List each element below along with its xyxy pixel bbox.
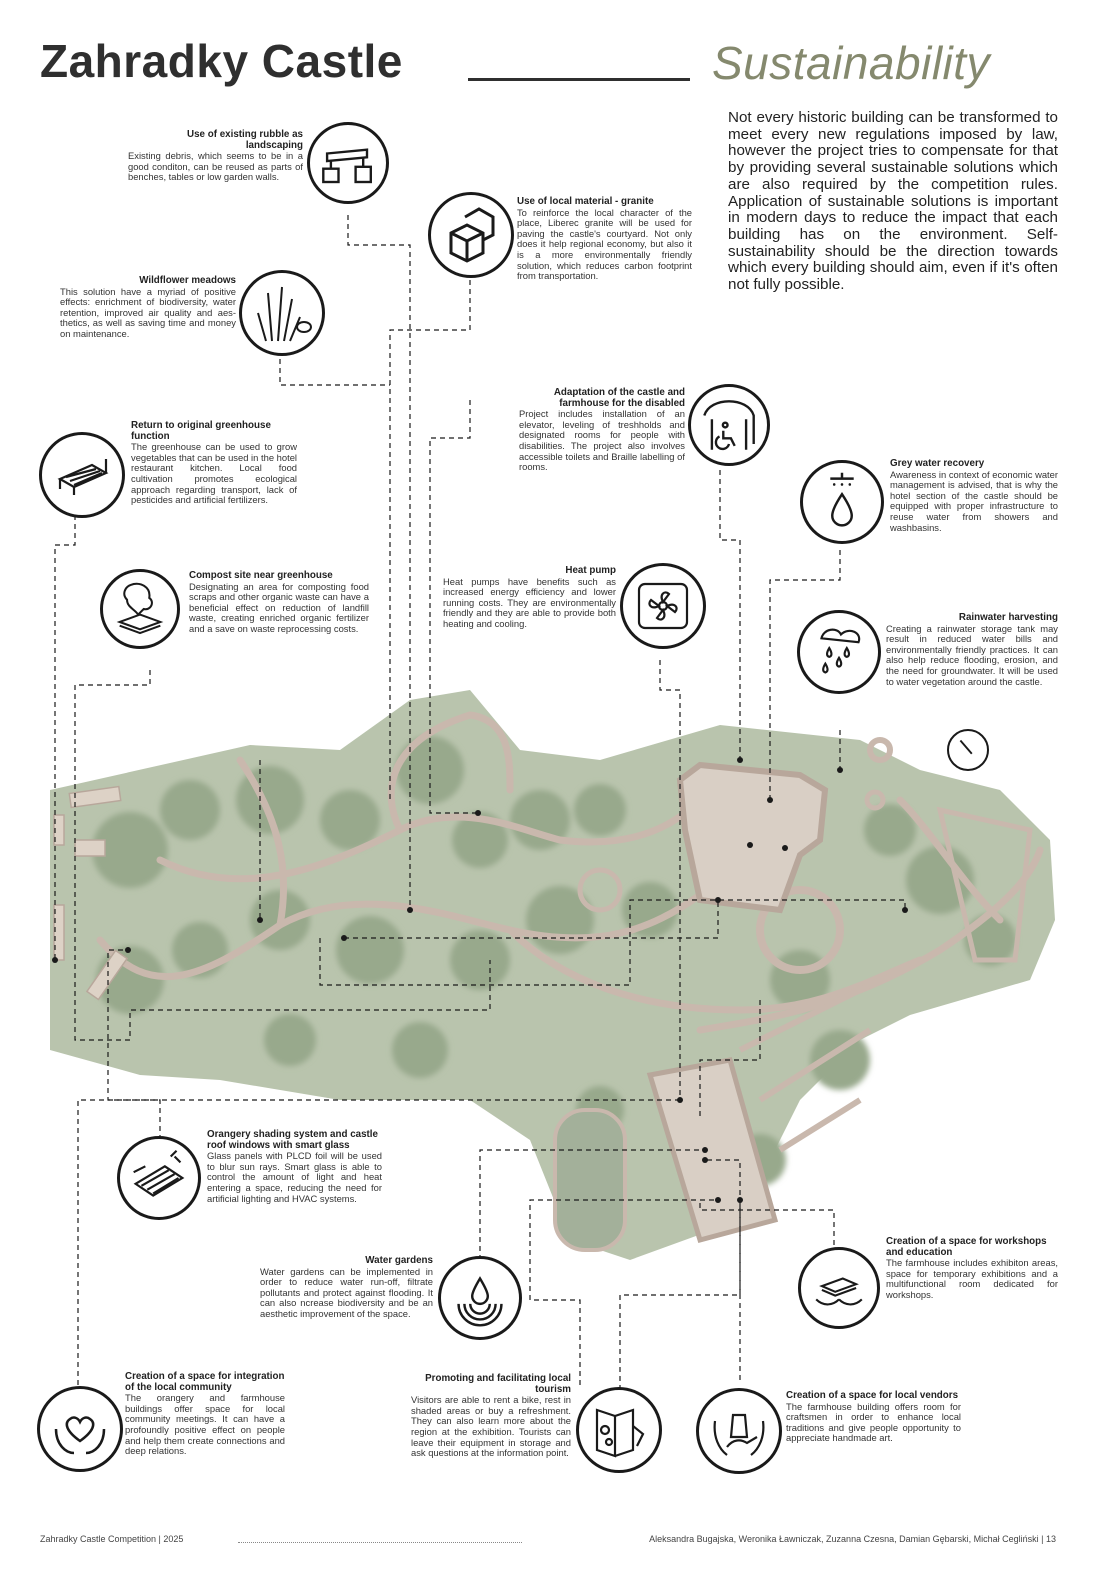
feature-title: Creation of a space for integration of the local community bbox=[125, 1371, 285, 1393]
feature-rubble bbox=[128, 130, 303, 183]
feature-tourism bbox=[411, 1374, 571, 1459]
book-hands-icon bbox=[798, 1247, 880, 1329]
bench-icon bbox=[307, 122, 389, 204]
feature-text: Heat pumps have benefits such as increased energy efficiency and lower running costs. They are environmentally friendly and they are able to provide both heating and cooling. bbox=[443, 575, 616, 629]
footer-right: Aleksandra Bugajska, Weronika Ławniczak, Zuzanna Czesna, Damian Gębarski, Michał Cegliński | 13 bbox=[649, 1534, 1056, 1544]
feature-text: To reinforce the local character of the place, Liberec granite will be used for paving the castle's courtyard. Not only does it help regional economy, but also it is a more environmentally friendly solution, which reduces carbon footprint from transportation. bbox=[517, 206, 692, 282]
feature-greywater bbox=[890, 459, 1058, 533]
north-arrow-icon bbox=[947, 729, 989, 771]
footer-left: Zahradky Castle Competition | 2025 bbox=[40, 1534, 184, 1544]
page-subtitle: Sustainability bbox=[712, 37, 991, 89]
feature-title: Return to original greenhouse function bbox=[131, 420, 271, 442]
feature-text: The farmhouse includes exhibiton areas, space for temporary exhibitions and a multifunctional room dedicated for workshops. bbox=[886, 1257, 1058, 1300]
feature-text: Visitors are able to rent a bike, rest in shaded areas or buy a refreshment. They can also learn more about the region at the exhibition. Tourists can leave their equipment in storage and ask questions at the information point. bbox=[411, 1394, 571, 1459]
feature-title: Promoting and facilitating local tourism bbox=[425, 1373, 571, 1395]
greenhouse-icon bbox=[39, 432, 125, 518]
granite-blocks-icon bbox=[428, 192, 514, 278]
feature-title: Use of existing rubble as landscaping bbox=[187, 129, 303, 151]
feature-title: Grey water recovery bbox=[890, 458, 985, 469]
footer-divider bbox=[238, 1542, 522, 1543]
feature-title: Water gardens bbox=[365, 1255, 433, 1266]
smart-glass-icon bbox=[117, 1136, 201, 1220]
compost-leaf-icon bbox=[100, 569, 180, 649]
feature-text: This solution have a myriad of positive effects: enrichment of biodiversity, water retention, improved air quality and aes-thetics, as well as saving time and money on maintenance. bbox=[60, 285, 236, 339]
feature-text: Water gardens can be implemented in order to reduce water run-off, filtrate pollutants and protect against flooding. It can also ncrease biodiversity and be an aesthetic improvement of the space. bbox=[260, 1265, 433, 1319]
vendor-hands-icon bbox=[696, 1388, 782, 1474]
feature-title: Creation of a space for local vendors bbox=[786, 1390, 959, 1401]
intro-paragraph: Not every historic building can be transformed to meet every new regulations imposed by law, however the project tries to compensate for that by providing several sustainable solutions which are also required by the competition rules. Application of sustainable solutions is important in modern days to reduce the impact that each building has on the environment. Self-sustainability should be the direction towards which every building should aim, even if it's often not fully possible. bbox=[728, 109, 1058, 294]
water-drop-waves-icon bbox=[438, 1256, 522, 1340]
feature-title: Wildflower meadows bbox=[139, 275, 236, 286]
feature-text: Glass panels with PLCD foil will be used to blur sun rays. Smart glass is able to control the amount of light and heat entering a space, reducing the need for artificial lighting and HVAC systems. bbox=[207, 1150, 382, 1204]
feature-workshops bbox=[886, 1237, 1058, 1301]
pond bbox=[555, 1110, 625, 1250]
feature-text: The orangery and farmhouse buildings offer space for local community meetings. It can have a profoundly positive effect on people and help them create connections and deep relations. bbox=[125, 1392, 285, 1457]
bike-map-icon bbox=[576, 1387, 662, 1473]
feature-title: Heat pump bbox=[565, 565, 616, 576]
title-divider bbox=[468, 78, 690, 81]
rain-cloud-icon bbox=[797, 610, 881, 694]
page-title: Zahradky Castle bbox=[40, 35, 403, 87]
shower-drop-icon bbox=[800, 460, 884, 544]
feature-watergardens bbox=[260, 1256, 433, 1320]
feature-title: Use of local material - granite bbox=[517, 196, 654, 207]
feature-disabled bbox=[519, 388, 685, 473]
feature-rainwater bbox=[886, 613, 1058, 687]
feature-vendors bbox=[786, 1391, 961, 1444]
heart-hands-icon bbox=[37, 1386, 123, 1472]
feature-orangery bbox=[207, 1130, 382, 1204]
feature-greenhouse bbox=[131, 421, 297, 506]
feature-text: The greenhouse can be used to grow vegetables that can be used in the hotel restaurant kitchen. Local food cultivation promotes ecological approach regarding transport, lack of pesticides and artificial fertilizers. bbox=[131, 441, 297, 506]
feature-title: Rainwater harvesting bbox=[958, 612, 1058, 623]
feature-title: Orangery shading system and castle roof windows with smart glass bbox=[207, 1129, 378, 1151]
feature-title: Creation of a space for workshops and education bbox=[886, 1236, 1047, 1258]
feature-community bbox=[125, 1372, 285, 1457]
feature-text: Creating a rainwater storage tank may result in reduced water bills and environmentally friendly practices. It can also help reduce flooding, erosion, and the need for groundwater. It will be used to water vegetation around the castle. bbox=[886, 622, 1058, 687]
wildflower-icon bbox=[239, 270, 325, 356]
feature-text: Project includes installation of an elevator, leveling of treshholds and designated rooms for people with disabilities. The project also involves accessible toilets and Braille labelling of rooms. bbox=[519, 408, 685, 473]
feature-heatpump bbox=[443, 566, 616, 630]
heat-pump-fan-icon bbox=[620, 563, 706, 649]
feature-text: Existing debris, which seems to be in a good conditon, can be reused as parts of benches, tables or low garden walls. bbox=[128, 150, 303, 183]
feature-wildflower bbox=[60, 276, 236, 340]
feature-granite bbox=[517, 197, 692, 282]
feature-title: Adaptation of the castle and farmhouse for the disabled bbox=[553, 387, 685, 409]
feature-text: Designating an area for composting food scraps and other organic waste can have a beneficial effect on reduction of landfill waste, creating enriched organic fertilizer and a save on waste reprocessing costs. bbox=[189, 580, 369, 634]
feature-text: The farmhouse building offers room for craftsmen in order to enhance local traditions and give people opportunity to appreciate handmade art. bbox=[786, 1400, 961, 1444]
feature-compost bbox=[189, 571, 369, 635]
feature-text: Awareness in context of economic water management is advised, that is why the hotel section of the castle should be equipped with proper infrastructure to reuse water from showers and washbasins. bbox=[890, 468, 1058, 533]
feature-title: Compost site near greenhouse bbox=[189, 570, 333, 581]
accessible-door-icon bbox=[688, 384, 770, 466]
